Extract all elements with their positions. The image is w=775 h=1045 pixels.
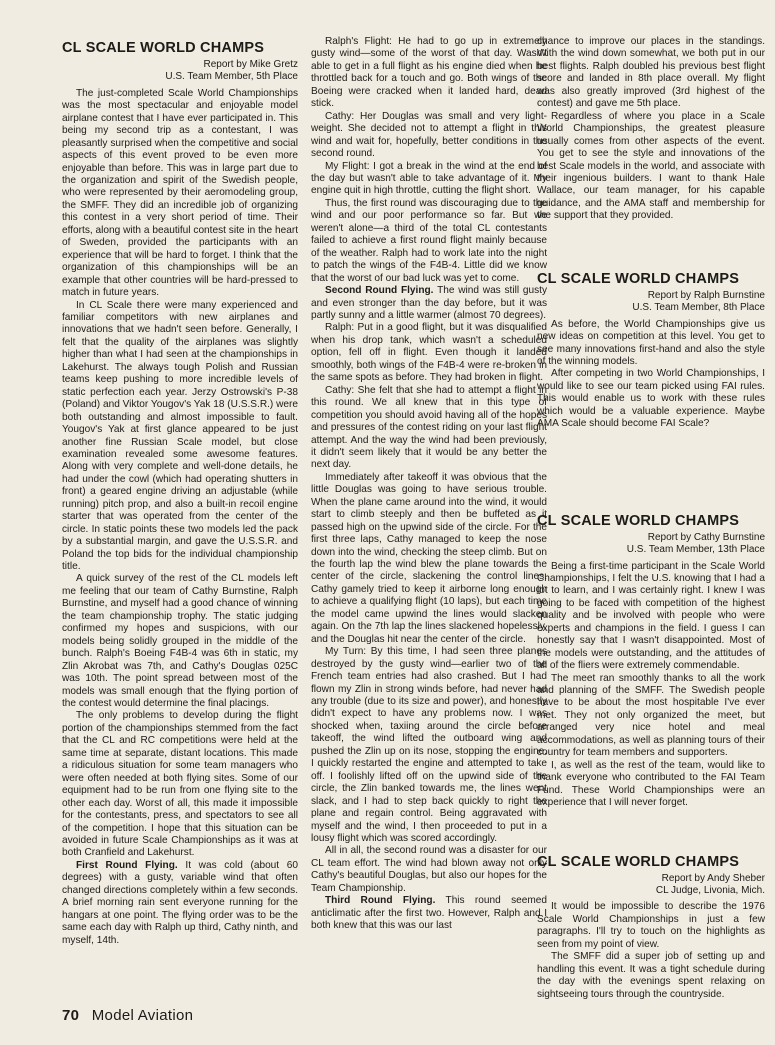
article1-role: U.S. Team Member, 5th Place: [165, 71, 298, 83]
run-text: Thus, the first round was discouraging due to the wind and our poor performance so far. But we weren't alone—a third of the total CL contestants failed to achieve a first round flight mainly because of the weather. Ralph had to work late into the night to patch the wings of the F4B-4. Little did we know that the worst of our bad luck was yet to come.: [311, 197, 547, 284]
paragraph: [311, 111, 547, 161]
article2-author: Report by Ralph Burnstine: [647, 289, 765, 301]
paragraph: [311, 36, 547, 111]
run-label: My Turn:: [325, 646, 367, 658]
article4-title: CL SCALE WORLD CHAMPS: [537, 853, 740, 870]
run-label: My Flight:: [325, 160, 370, 172]
paragraph: [311, 845, 547, 895]
article3-author: Report by Cathy Burnstine: [647, 531, 765, 543]
article1-title: CL SCALE WORLD CHAMPS: [62, 40, 265, 56]
article4-byline: [537, 873, 765, 898]
run-label: Ralph's Flight:: [325, 36, 392, 47]
paragraph: In CL Scale there were many experienced and familiar competitors with new airplanes and innovations that we hadn't seen before. Generally, I felt that the quality of the airplanes was slightly higher than what I had seen at the championships in Lakehurst. The always tough Polish and Russian teams keep pushing to more incredible levels of static perfection each year. Jerzy Ostrowski's P-38 (Poland) and Viktor Yougov's Yak 18 (U.S.S.R.) were both outstanding and almost impossible to fault. Yougov's Yak at first glance appeared to be just another fine Russian Scale model, but close examination revealed some awesome features. Along with very complete and well-done details, he had under the cowl (which had operating shutters in front) a geared engine driving an adjustable (while running) pitch prop, and also a built-in recoil engine starter that was operated from the center of the circle. In static points these two models led the pack by a substantial margin, and gave the U.S.S.R. and Poland the top bids for the individual championship title.: [62, 299, 298, 573]
magazine-name: Model Aviation: [91, 1007, 194, 1024]
run-text: Her Douglas was small and very light-weight. She decided not to attempt a flight in this wind and wait for, hopefully, better conditions in the second round.: [311, 110, 547, 160]
paragraph: As before, the World Championships give us new ideas on competition at this level. You get to see many innovations first-hand and also the style of the winning models.: [537, 318, 765, 367]
spacer: [537, 810, 765, 854]
paragraph: [311, 322, 547, 384]
column-1: [62, 40, 298, 947]
article3-byline: [537, 532, 765, 557]
paragraph: The meet ran smoothly thanks to all the work and planning of the SMFF. The Swedish people have to be about the most hospitable I've ever met. They not only organized the meet, but arranged very nice hotel and meal accommodations, as well as planning tours of their country for team members and supporters.: [537, 672, 765, 759]
page-footer: [62, 1007, 193, 1024]
paragraph: The just-completed Scale World Championships was the most spectacular and enjoyable model airplane contest that I have ever participated in. This being my second trip as a contestant, I was pleasantly surprised when the competitive and social aspects of this event proved to be even more enjoyable than before. This was in large part due to the organization and spirit of the Swedish people, who were represented by their aeromodeling group, the SMFF. They did an incredible job of organizing this contest in a very short period of time. Their efforts, along with a beautiful contest site in the heart of Sweden, provided the participants with an experience that will be hard to forget. I think that the organization of this championships will be an example that other countries will be hard-pressed to match in future years.: [62, 87, 298, 299]
run-label: Ralph:: [325, 322, 355, 334]
first-round-subhead: First Round Flying.: [76, 859, 178, 871]
paragraph: [311, 472, 547, 646]
third-round-text: This round seemed anticlimatic after the first two. However, Ralph and I both knew that this was our last: [311, 895, 547, 932]
article1-author: Report by Mike Gretz: [203, 59, 298, 70]
article1-byline: [62, 59, 298, 84]
paragraph: [311, 646, 547, 845]
paragraph: The only problems to develop during the flight portion of the championships stemmed from the fact that the CL and RC competitions were held at the same time at separate, distant locations. This made a ridiculous situation for some team managers who were often needed at both flying sites. Some of our equipment had to be run from one flying site to the other each day. Worst of all, this made it impossible for the contestants, press, and spectators to see all of the competition. I hope that this situation can be avoided in future Scale Championships as it was at both Cranfield and Lakehurst.: [62, 710, 298, 859]
run-text: Put in a good flight, but it was disqualified when his drop tank, which wasn't a scheduled option, fell off in flight. Even though it landed smoothly, both wings of the F4B-4 were re-broken in the same spots as before. They had broken in flight.: [311, 322, 547, 384]
run-text: Immediately after takeoff it was obvious that the little Douglas was going to have serious trouble. When the plane came around into the wind, it would start to climb steeply and then be buffeted as it passed high on the upwind side of the circle. For the first three laps, Cathy managed to keep the nose down into the wind, checking the steep climb. But on the fourth lap the wind blew the plane towards the center of the circle, slackening the control lines. Cathy gamely tried to keep it airborne long enough to achieve a qualifying flight (10 laps), but each time the model came upwind the lines would slacken again. On the 7th lap the lines slackened hopelessly, and the Douglas hit near the center of the circle.: [311, 471, 547, 645]
spacer: [537, 223, 765, 271]
paragraph: [311, 895, 547, 932]
paragraph: It would be impossible to describe the 1976 Scale World Championships in just a few paragraphs. I'll try to touch on the highlights as seen from my point of view.: [537, 901, 765, 950]
article2-role: U.S. Team Member, 8th Place: [632, 302, 765, 314]
column-3: [537, 36, 765, 1001]
paragraph: I, as well as the rest of the team, would like to thank everyone who contributed to the FAI Team Fund. These World Championships were an experience that I will never forget.: [537, 759, 765, 809]
paragraph: The SMFF did a super job of setting up and handling this event. It was a tight schedule during the day with the evenings spent relaxing on sightseeing tours through the countryside.: [537, 951, 765, 1000]
second-round-text: The wind was still gusty and even stronger than the day before, but it was partly sunny and a little warmer (almost 70 degrees).: [311, 285, 547, 321]
paragraph: Being a first-time participant in the Scale World Championships, I felt the U.S. knowing that I had a lot to learn, and I was certainly right. I knew I was going to be faced with competition of the highest quality and be involved with people who were experts and champions in the field. I guess I can honestly say that I wasn't disappointed. Most of the models were outstanding, and the attitudes of all of the fliers were extremely commendable.: [537, 560, 765, 672]
paragraph: chance to improve our places in the standings. With the wind down somewhat, we both put in our best flights. Ralph doubled his previous best flight score and landed in 8th place overall. My flight was also greatly improved (3rd highest of the contest) and gave me 5th place.: [537, 36, 765, 110]
paragraph: [62, 860, 298, 947]
article3-title: CL SCALE WORLD CHAMPS: [537, 512, 740, 529]
article3-role: U.S. Team Member, 13th Place: [626, 544, 765, 556]
article2-title: CL SCALE WORLD CHAMPS: [537, 270, 740, 287]
run-label: Cathy:: [325, 110, 355, 122]
third-round-subhead: Third Round Flying.: [325, 895, 436, 907]
run-text: I got a break in the wind at the end of the day but wasn't able to take advantage of it. My engine quit in high throttle, cutting the flight short.: [311, 160, 547, 197]
second-round-subhead: Second Round Flying.: [325, 285, 434, 297]
paragraph: A quick survey of the rest of the CL models left me feeling that our team of Cathy Burnstine, Ralph Burnstine, and myself had a good chance of winning the team championship trophy. The static judging confirmed my hopes and suspicions, with our models being solidly grouped in the middle of the bunch. Ralph's Boeing F4B-4 was 6th in static, my Zlin Akrobat was 7th, and Cathy's Douglas 025C was 10th. The point spread between most of the models was small enough that the flying portion of the contest would determine the final placings.: [62, 573, 298, 710]
first-round-text: It was cold (about 60 degrees) with a gusty, variable wind that often changed directions completely within a few seconds. A brief morning rain sent everyone running for the hangars at one point. The flying order was to be the same each day with Ralph up third, Cathy ninth, and myself, 14th.: [62, 859, 299, 946]
paragraph: [311, 198, 547, 285]
article4-author: Report by Andy Sheber: [661, 872, 765, 884]
page-number: 70: [62, 1007, 80, 1024]
article2-byline: [537, 290, 765, 315]
run-text: He had to go up in extremely gusty wind—some of the worst of that day. Wasn't able to get in a full flight as his engine died when he throttled back for a touch and go. Both wings of the Boeing were cracked when it landed hard, dead stick.: [311, 36, 547, 110]
column-2: [311, 36, 547, 933]
paragraph: [311, 161, 547, 198]
run-text: She felt that she had to attempt a flight in this round. We all knew that in this type of competition you should avoid having all of the hopes and pressures of the contest riding on your last flight attempt. And the way the wind had been previously, it didn't seem likely that it would be any better the next day.: [311, 384, 547, 471]
run-label: Cathy:: [325, 384, 355, 396]
spacer: [537, 431, 765, 513]
run-text: By this time, I had seen three planes destroyed by the gusty wind—earlier two of the French team entries had also crashed. But I had flown my Zlin in strong winds before, had never had any trouble (due to its size and power), and honestly didn't expect to have any problems now. I was shocked when, taxiing around the circle before takeoff, the wind lifted the outboard wing and pushed the Zlin up on its nose, stopping the engine. I quickly restarted the engine and attempted to take off. I foolishly lifted off on the upwind side of the circle, the Zlin banked towards me, the lines went slack, and I had to step back quickly to right the plane and regain control. Being aggravated with myself and the wind, I then proceeded to put in a lousy flight which was scored accordingly.: [311, 646, 547, 844]
run-text: All in all, the second round was a disaster for our CL team effort. The wind had blown away not only Cathy's beautiful Douglas, but also our hopes for the Team Championship.: [311, 845, 547, 894]
paragraph: Regardless of where you place in a Scale World Championships, the greatest pleasure usually comes from other aspects of the event. You get to see the style and innovations of the best Scale models in the world, and associate with their ingenious builders. I want to thank Hale Wallace, our team manager, for his capable guidance, and the AMA staff and membership for the support that they provided.: [537, 110, 765, 222]
paragraph: [311, 385, 547, 472]
article4-role: CL Judge, Livonia, Mich.: [655, 884, 765, 896]
paragraph: [311, 285, 547, 322]
paragraph: After competing in two World Championships, I would like to see our team picked using FAI rules. This would enable us to work with these rules which would be a valuable experience. Maybe AMA Scale should become FAI Scale?: [537, 368, 765, 430]
